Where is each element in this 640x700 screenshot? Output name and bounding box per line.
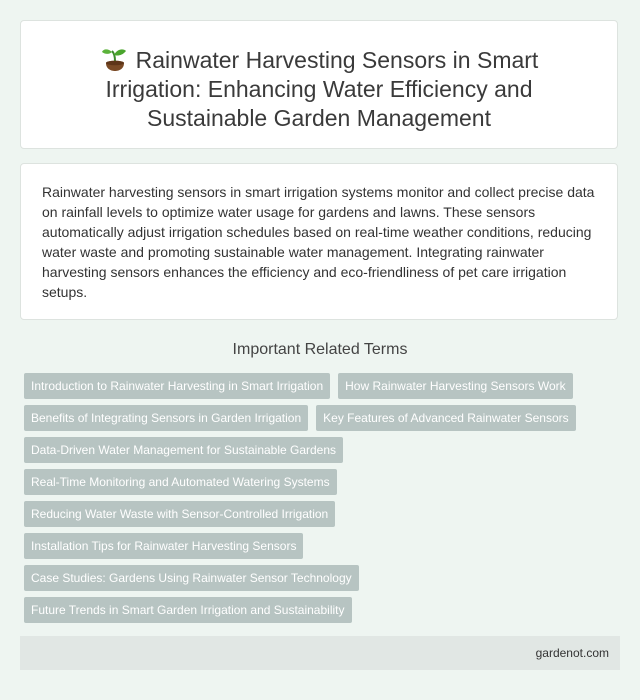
- term-tag[interactable]: Benefits of Integrating Sensors in Garden Irrigation: [24, 405, 308, 431]
- related-terms-heading: Important Related Terms: [232, 341, 408, 358]
- term-tag[interactable]: Reducing Water Waste with Sensor-Controlled Irrigation: [24, 501, 335, 527]
- terms-row: [24, 469, 604, 495]
- term-tag[interactable]: Data-Driven Water Management for Sustainable Gardens: [24, 437, 343, 463]
- term-tag[interactable]: Real-Time Monitoring and Automated Watering Systems: [24, 469, 337, 495]
- term-tag[interactable]: Future Trends in Smart Garden Irrigation and Sustainability: [24, 597, 352, 623]
- term-tag[interactable]: Introduction to Rainwater Harvesting in Smart Irrigation: [24, 373, 330, 399]
- sprout-icon: [100, 47, 130, 71]
- terms-row: [24, 405, 604, 431]
- terms-row: [24, 373, 604, 399]
- terms-row: [24, 533, 604, 559]
- terms-row: [24, 597, 604, 623]
- term-tag[interactable]: Case Studies: Gardens Using Rainwater Sensor Technology: [24, 565, 359, 591]
- page-title-text: Rainwater Harvesting Sensors in Smart Irrigation: Enhancing Water Efficiency and Sustainable Garden Management: [105, 47, 539, 131]
- term-tag[interactable]: Installation Tips for Rainwater Harvesting Sensors: [24, 533, 303, 559]
- page-title: [61, 46, 577, 133]
- term-tag[interactable]: Key Features of Advanced Rainwater Sensors: [316, 405, 575, 431]
- term-tag[interactable]: How Rainwater Harvesting Sensors Work: [338, 373, 573, 399]
- terms-row: [24, 501, 604, 527]
- terms-row: [24, 565, 604, 591]
- title-card: [20, 20, 618, 149]
- related-terms-list: [24, 373, 604, 629]
- footer: [20, 636, 620, 670]
- summary-card: [20, 163, 618, 320]
- footer-site-link[interactable]: gardenot.com: [535, 646, 609, 660]
- summary-text: Rainwater harvesting sensors in smart irrigation systems monitor and collect precise data on rainfall levels to optimize water usage for gardens and lawns. These sensors automatically adjust irrigation schedules based on real-time weather conditions, reducing water waste and promoting sustainable water management. Integrating rainwater harvesting sensors enhances the efficiency and eco-friendliness of pet care irrigation setups.: [42, 184, 595, 300]
- terms-row: [24, 437, 604, 463]
